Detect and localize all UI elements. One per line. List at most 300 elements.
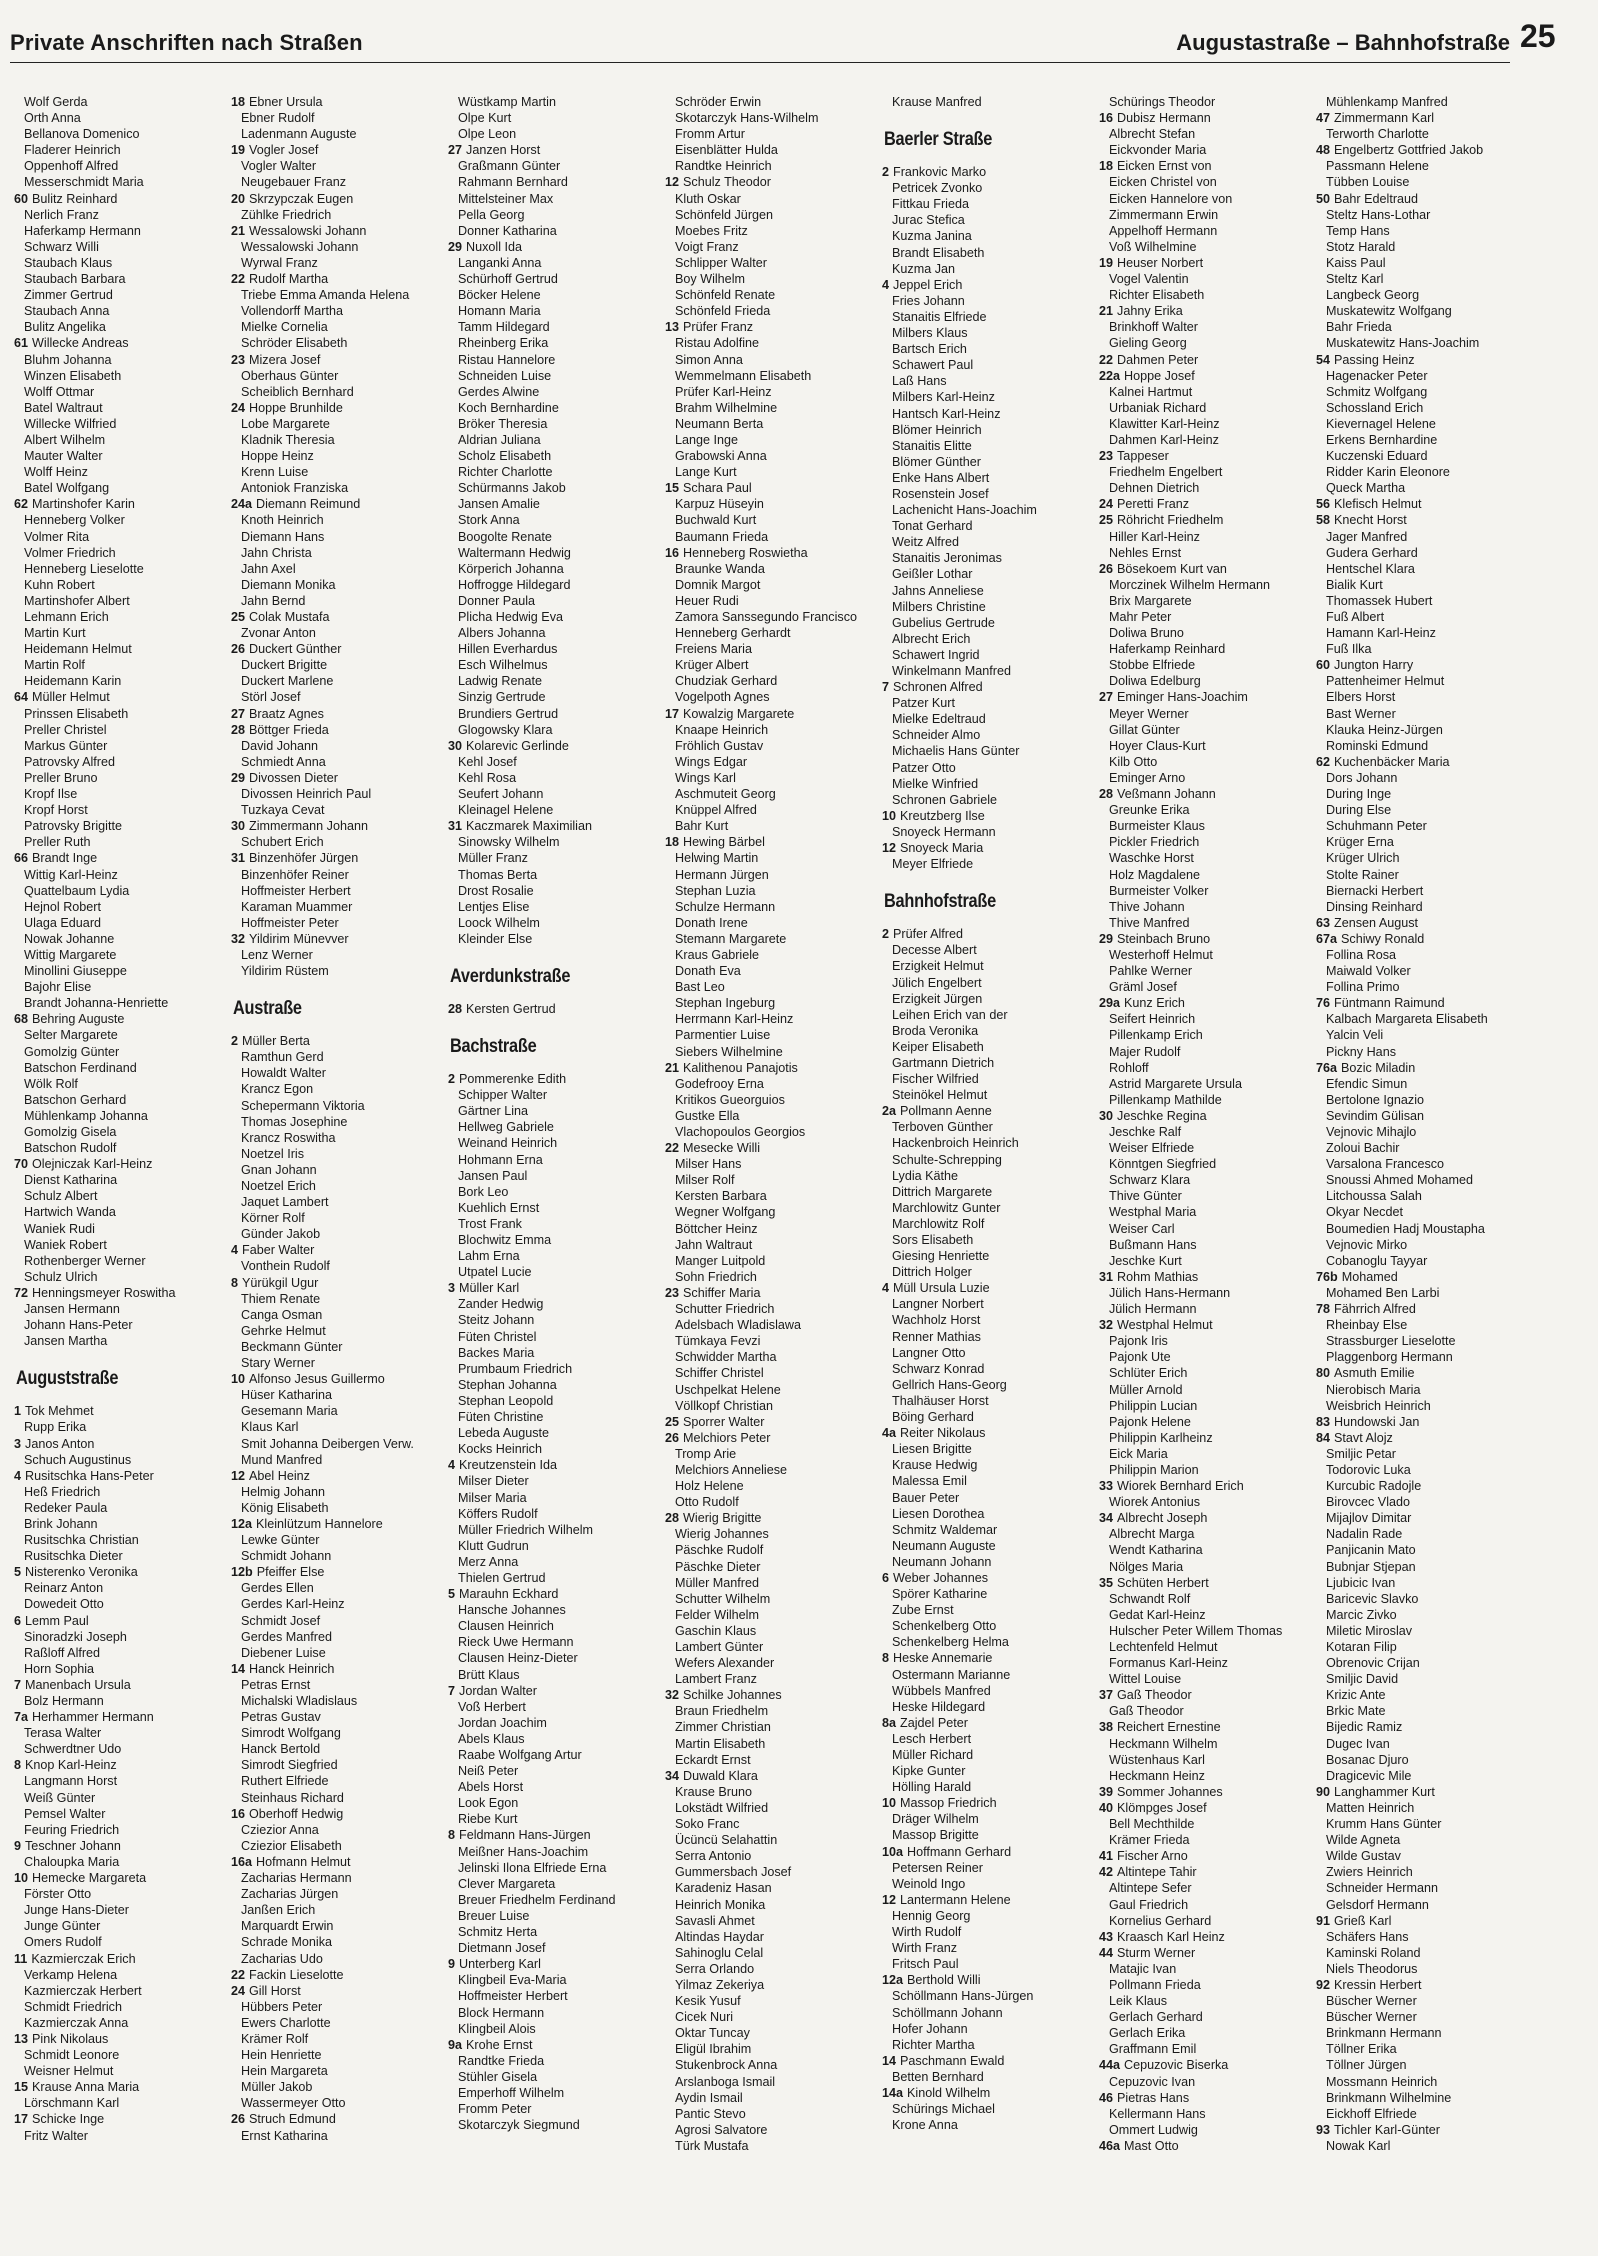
resident-name: Stukenbrock Anna bbox=[675, 2058, 778, 2073]
resident-name: Füten Christine bbox=[458, 1410, 544, 1425]
resident-entry bbox=[448, 673, 666, 689]
resident-name: Schneiden Luise bbox=[458, 368, 552, 383]
resident-name: Schuhmann Peter bbox=[1326, 819, 1427, 834]
resident-name: Doliwa Bruno bbox=[1109, 626, 1184, 641]
resident-entry bbox=[882, 212, 1100, 228]
resident-name: Hanck Bertold bbox=[241, 1742, 321, 1757]
resident-name: Klingbeil Alois bbox=[458, 2021, 536, 2036]
street-heading: Baerler Straße bbox=[884, 129, 993, 151]
resident-name: Westerhoff Helmut bbox=[1109, 947, 1213, 962]
resident-name: Schawert Paul bbox=[892, 358, 974, 373]
resident-name: During Inge bbox=[1326, 787, 1392, 802]
resident-entry bbox=[448, 287, 666, 303]
resident-name: Prüfer Franz bbox=[683, 320, 754, 335]
resident-name: Dubisz Hermann bbox=[1117, 111, 1211, 126]
resident-entry bbox=[1099, 1832, 1317, 1848]
resident-name: Volmer Friedrich bbox=[24, 545, 116, 560]
resident-name: Brandt Elisabeth bbox=[892, 245, 985, 260]
resident-name: Smit Johanna Deibergen Verw. bbox=[241, 1436, 414, 1451]
resident-name: Müller Karl bbox=[459, 1281, 520, 1296]
resident-entry bbox=[448, 1763, 666, 1779]
resident-name: Müll Ursula Luzie bbox=[893, 1281, 990, 1296]
resident-name: Stavt Alojz bbox=[1334, 1430, 1393, 1445]
resident-name: David Johann bbox=[241, 738, 319, 753]
resident-name: Bußmann Hans bbox=[1109, 1237, 1197, 1252]
resident-entry bbox=[665, 1317, 883, 1333]
resident-entry bbox=[1316, 1430, 1534, 1446]
resident-name: Struch Edmund bbox=[249, 2112, 336, 2127]
resident-name: Domnik Margot bbox=[675, 577, 761, 592]
resident-name: Kersten Barbara bbox=[675, 1189, 767, 1204]
resident-name: Langbeck Georg bbox=[1326, 288, 1420, 303]
resident-name: Holz Helene bbox=[675, 1479, 744, 1494]
resident-entry bbox=[665, 287, 883, 303]
resident-entry bbox=[1316, 1945, 1534, 1961]
resident-name: Pella Georg bbox=[458, 207, 525, 222]
resident-entry bbox=[882, 1007, 1100, 1023]
resident-entry bbox=[14, 1741, 232, 1757]
house-number: 27 bbox=[1099, 690, 1114, 705]
resident-entry bbox=[1099, 1897, 1317, 1913]
resident-entry bbox=[231, 1033, 449, 1049]
resident-name: Wegner Wolfgang bbox=[675, 1205, 776, 1220]
resident-name: Marauhn Eckhard bbox=[459, 1587, 559, 1602]
resident-name: Schulz Theodor bbox=[683, 175, 771, 190]
resident-entry bbox=[665, 1269, 883, 1285]
resident-entry bbox=[1316, 1301, 1534, 1317]
resident-entry bbox=[14, 496, 232, 512]
resident-name: Staubach Anna bbox=[24, 304, 110, 319]
resident-name: Utpatel Lucie bbox=[458, 1265, 532, 1280]
house-number: 10 bbox=[14, 1871, 29, 1886]
resident-name: Pemsel Walter bbox=[24, 1806, 106, 1821]
resident-name: Bahr Frieda bbox=[1326, 320, 1392, 335]
resident-entry bbox=[1099, 609, 1317, 625]
resident-entry bbox=[665, 239, 883, 255]
resident-entry bbox=[448, 1844, 666, 1860]
resident-entry bbox=[1099, 1317, 1317, 1333]
resident-entry bbox=[882, 164, 1100, 180]
resident-name: Mossmann Heinrich bbox=[1326, 2074, 1438, 2089]
resident-name: Kornelius Gerhard bbox=[1109, 1913, 1212, 1928]
resident-entry bbox=[231, 1999, 449, 2015]
resident-entry bbox=[882, 2005, 1100, 2021]
resident-entry bbox=[1099, 1655, 1317, 1671]
resident-entry bbox=[231, 368, 449, 384]
resident-entry bbox=[448, 110, 666, 126]
resident-name: Patzer Kurt bbox=[892, 696, 955, 711]
resident-name: Schwarz Willi bbox=[24, 239, 99, 254]
resident-entry bbox=[665, 110, 883, 126]
house-number: 9 bbox=[14, 1838, 22, 1853]
resident-name: Ostermann Marianne bbox=[892, 1667, 1011, 1682]
resident-name: Miletic Miroslav bbox=[1326, 1623, 1413, 1638]
resident-name: Tümkaya Fevzi bbox=[675, 1334, 761, 1349]
resident-name: Aschmuteit Georg bbox=[675, 787, 776, 802]
resident-name: Skotarczyk Hans-Wilhelm bbox=[675, 111, 819, 126]
resident-entry bbox=[14, 1951, 232, 1967]
resident-name: Krenn Luise bbox=[241, 465, 309, 480]
resident-entry bbox=[1099, 834, 1317, 850]
resident-name: Fuß Ilka bbox=[1326, 642, 1372, 657]
resident-entry bbox=[1099, 673, 1317, 689]
resident-entry bbox=[14, 1725, 232, 1741]
resident-name: Teschner Johann bbox=[25, 1838, 121, 1853]
resident-name: Buchwald Kurt bbox=[675, 513, 757, 528]
resident-name: Greunke Erika bbox=[1109, 803, 1190, 818]
resident-entry bbox=[448, 1345, 666, 1361]
resident-name: Erzigkeit Jürgen bbox=[892, 991, 983, 1006]
resident-name: Jülich Engelbert bbox=[892, 975, 982, 990]
resident-entry bbox=[1316, 577, 1534, 593]
resident-entry bbox=[14, 963, 232, 979]
resident-name: Albrecht Erich bbox=[892, 631, 971, 646]
resident-entry bbox=[1099, 1446, 1317, 1462]
resident-entry bbox=[665, 1462, 883, 1478]
resident-entry bbox=[882, 1119, 1100, 1135]
resident-name: Lemm Paul bbox=[25, 1613, 89, 1628]
header-right-title: Augustastraße – Bahnhofstraße bbox=[1176, 30, 1510, 55]
resident-entry bbox=[231, 1629, 449, 1645]
resident-name: Friedhelm Engelbert bbox=[1109, 465, 1223, 480]
resident-name: Oberhaus Günter bbox=[241, 368, 339, 383]
resident-entry bbox=[882, 1473, 1100, 1489]
resident-name: Wirth Rudolf bbox=[892, 1925, 962, 1940]
house-number: 22a bbox=[1099, 368, 1121, 383]
resident-name: Alfonso Jesus Guillermo bbox=[249, 1372, 385, 1387]
resident-entry bbox=[231, 689, 449, 705]
resident-entry bbox=[448, 561, 666, 577]
resident-name: Hüser Katharina bbox=[241, 1388, 333, 1403]
resident-name: Thomas Josephine bbox=[241, 1114, 348, 1129]
resident-entry bbox=[1316, 352, 1534, 368]
resident-name: Lebeda Auguste bbox=[458, 1426, 550, 1441]
resident-name: Bulitz Angelika bbox=[24, 320, 106, 335]
resident-name: Eligül Ibrahim bbox=[675, 2042, 752, 2057]
house-number: 28 bbox=[231, 722, 246, 737]
resident-name: Schenkelberg Helma bbox=[892, 1635, 1009, 1650]
resident-entry bbox=[1099, 593, 1317, 609]
resident-entry bbox=[882, 1184, 1100, 1200]
resident-name: Horn Sophia bbox=[24, 1661, 95, 1676]
resident-name: Ruthert Elfriede bbox=[241, 1774, 329, 1789]
resident-entry bbox=[231, 2031, 449, 2047]
house-number: 8a bbox=[882, 1715, 897, 1730]
house-number: 2a bbox=[882, 1104, 897, 1119]
resident-entry bbox=[231, 1419, 449, 1435]
resident-entry bbox=[1099, 1494, 1317, 1510]
resident-entry bbox=[665, 1575, 883, 1591]
resident-entry bbox=[1099, 963, 1317, 979]
resident-entry bbox=[1316, 1494, 1534, 1510]
resident-name: Verkamp Helena bbox=[24, 1967, 118, 1982]
house-number: 64 bbox=[14, 690, 29, 705]
resident-name: Patrovsky Brigitte bbox=[24, 819, 122, 834]
resident-entry bbox=[448, 1747, 666, 1763]
resident-entry bbox=[665, 995, 883, 1011]
house-number: 14a bbox=[882, 2085, 904, 2100]
resident-name: Bajohr Elise bbox=[24, 980, 92, 995]
resident-name: Graßmann Günter bbox=[458, 159, 561, 174]
resident-entry bbox=[1099, 255, 1317, 271]
resident-name: Zühlke Friedrich bbox=[241, 207, 332, 222]
resident-name: Patzer Otto bbox=[892, 760, 956, 775]
resident-name: Homann Maria bbox=[458, 304, 541, 319]
resident-name: Eicken Hannelore von bbox=[1109, 191, 1233, 206]
resident-name: Ristau Hannelore bbox=[458, 352, 556, 367]
house-number: 17 bbox=[14, 2112, 29, 2127]
resident-name: Spörer Katharine bbox=[892, 1587, 988, 1602]
resident-entry bbox=[231, 1242, 449, 1258]
resident-name: Krüger Ulrich bbox=[1326, 851, 1400, 866]
resident-name: Formanus Karl-Heinz bbox=[1109, 1656, 1228, 1671]
house-number: 37 bbox=[1099, 1688, 1114, 1703]
resident-name: Langner Otto bbox=[892, 1345, 966, 1360]
resident-entry bbox=[882, 991, 1100, 1007]
resident-name: Heuer Rudi bbox=[675, 593, 739, 608]
house-number: 10 bbox=[882, 1796, 897, 1811]
resident-entry bbox=[665, 899, 883, 915]
resident-entry bbox=[882, 1264, 1100, 1280]
resident-name: Yalcin Veli bbox=[1326, 1028, 1384, 1043]
resident-entry bbox=[14, 448, 232, 464]
resident-entry bbox=[231, 706, 449, 722]
resident-name: Stanaitis Jeronimas bbox=[892, 551, 1002, 566]
resident-entry bbox=[448, 1216, 666, 1232]
resident-entry bbox=[14, 1564, 232, 1580]
resident-entry bbox=[882, 1860, 1100, 1876]
resident-name: Randtke Heinrich bbox=[675, 159, 772, 174]
resident-name: Burmeister Klaus bbox=[1109, 819, 1205, 834]
house-number: 12a bbox=[882, 1973, 904, 1988]
resident-name: Strassburger Lieselotte bbox=[1326, 1334, 1456, 1349]
house-number: 31 bbox=[231, 851, 246, 866]
resident-name: Willecke Andreas bbox=[32, 336, 129, 351]
resident-name: Parmentier Luise bbox=[675, 1028, 771, 1043]
resident-entry bbox=[231, 464, 449, 480]
resident-entry bbox=[1099, 915, 1317, 931]
resident-name: Olpe Leon bbox=[458, 127, 517, 142]
resident-entry bbox=[665, 142, 883, 158]
resident-entry bbox=[882, 824, 1100, 840]
resident-name: Neumann Berta bbox=[675, 416, 764, 431]
resident-entry bbox=[1316, 1027, 1534, 1043]
resident-entry bbox=[665, 1559, 883, 1575]
resident-name: Mauter Walter bbox=[24, 449, 103, 464]
house-number: 31 bbox=[1099, 1269, 1114, 1284]
resident-entry bbox=[1316, 496, 1534, 512]
resident-name: Nadalin Rade bbox=[1326, 1527, 1403, 1542]
house-number: 25 bbox=[1099, 513, 1114, 528]
resident-entry bbox=[882, 1602, 1100, 1618]
resident-entry bbox=[1099, 1188, 1317, 1204]
resident-entry bbox=[1099, 110, 1317, 126]
resident-name: Schronen Alfred bbox=[893, 680, 983, 695]
resident-name: Nisterenko Veronika bbox=[25, 1565, 138, 1580]
resident-entry bbox=[1099, 1607, 1317, 1623]
resident-name: Störl Josef bbox=[241, 690, 301, 705]
resident-entry bbox=[882, 1827, 1100, 1843]
resident-name: Stanaitis Elitte bbox=[892, 438, 972, 453]
resident-name: Oberhoff Hedwig bbox=[249, 1806, 344, 1821]
resident-entry bbox=[14, 1044, 232, 1060]
house-number: 30 bbox=[448, 738, 463, 753]
resident-name: Prüfer Alfred bbox=[893, 927, 964, 942]
resident-name: Frankovic Marko bbox=[893, 165, 987, 180]
resident-entry bbox=[448, 834, 666, 850]
resident-entry bbox=[1099, 818, 1317, 834]
resident-name: Hein Margareta bbox=[241, 2064, 328, 2079]
resident-entry bbox=[1099, 1349, 1317, 1365]
resident-name: Wilde Gustav bbox=[1326, 1849, 1401, 1864]
resident-entry bbox=[448, 1940, 666, 1956]
resident-name: Fladerer Heinrich bbox=[24, 143, 121, 158]
resident-name: Bialik Kurt bbox=[1326, 577, 1383, 592]
resident-entry bbox=[1316, 1542, 1534, 1558]
resident-name: Ebner Ursula bbox=[249, 95, 323, 109]
resident-entry bbox=[1099, 867, 1317, 883]
resident-name: Klingbeil Eva-Maria bbox=[458, 1973, 567, 1988]
resident-name: Meyer Elfriede bbox=[892, 857, 974, 872]
resident-entry bbox=[882, 1538, 1100, 1554]
resident-entry bbox=[448, 1715, 666, 1731]
resident-name: Zajdel Peter bbox=[900, 1715, 968, 1730]
resident-entry bbox=[231, 319, 449, 335]
resident-name: Yilmaz Zekeriya bbox=[675, 1977, 765, 1992]
resident-entry bbox=[14, 432, 232, 448]
resident-entry bbox=[14, 1436, 232, 1452]
resident-entry bbox=[882, 1071, 1100, 1087]
resident-name: Bösekoem Kurt van bbox=[1117, 561, 1227, 576]
resident-name: Langner Norbert bbox=[892, 1297, 984, 1312]
resident-name: Kurcubic Radojle bbox=[1326, 1479, 1422, 1494]
resident-entry bbox=[1099, 1430, 1317, 1446]
resident-name: Pickler Friedrich bbox=[1109, 835, 1200, 850]
resident-name: Thive Manfred bbox=[1109, 915, 1190, 930]
resident-entry bbox=[1316, 625, 1534, 641]
resident-entry bbox=[665, 512, 883, 528]
resident-name: Morczinek Wilhelm Hermann bbox=[1109, 577, 1270, 592]
resident-entry bbox=[665, 1011, 883, 1027]
resident-entry bbox=[14, 899, 232, 915]
resident-entry bbox=[14, 1468, 232, 1484]
resident-entry bbox=[665, 352, 883, 368]
resident-entry bbox=[1316, 722, 1534, 738]
resident-entry bbox=[448, 1570, 666, 1586]
resident-entry bbox=[448, 2021, 666, 2037]
house-number: 31 bbox=[448, 819, 463, 834]
resident-name: Wings Edgar bbox=[675, 754, 748, 769]
resident-name: Gaß Theodor bbox=[1117, 1688, 1192, 1703]
house-number: 83 bbox=[1316, 1414, 1331, 1429]
resident-name: Pajonk Iris bbox=[1109, 1334, 1168, 1349]
house-number: 28 bbox=[665, 1511, 680, 1526]
resident-name: Pfeiffer Else bbox=[256, 1565, 325, 1580]
resident-entry bbox=[231, 255, 449, 271]
resident-name: Markus Günter bbox=[24, 738, 108, 753]
house-number: 16a bbox=[231, 1854, 253, 1869]
resident-name: Lesch Herbert bbox=[892, 1731, 972, 1746]
resident-name: Brinkmann Wilhelmine bbox=[1326, 2090, 1452, 2105]
resident-entry bbox=[448, 496, 666, 512]
resident-name: Mast Otto bbox=[1124, 2138, 1179, 2153]
resident-entry bbox=[1099, 979, 1317, 995]
resident-entry bbox=[14, 1773, 232, 1789]
resident-entry bbox=[665, 2122, 883, 2138]
resident-name: Bork Leo bbox=[458, 1184, 509, 1199]
resident-name: Vogelpoth Agnes bbox=[675, 690, 770, 705]
resident-entry bbox=[665, 255, 883, 271]
resident-name: Wiorek Bernhard Erich bbox=[1117, 1479, 1244, 1494]
resident-entry bbox=[665, 1108, 883, 1124]
resident-name: Schwandt Rolf bbox=[1109, 1591, 1191, 1606]
resident-entry bbox=[665, 1221, 883, 1237]
resident-entry bbox=[882, 1216, 1100, 1232]
resident-name: Nölges Maria bbox=[1109, 1559, 1184, 1574]
resident-name: Kluth Oskar bbox=[675, 191, 741, 206]
house-number: 46 bbox=[1099, 2090, 1114, 2105]
resident-name: Gerdes Karl-Heinz bbox=[241, 1597, 345, 1612]
resident-name: Olpe Kurt bbox=[458, 111, 512, 126]
resident-entry bbox=[14, 191, 232, 207]
resident-name: Thive Johann bbox=[1109, 899, 1185, 914]
resident-entry bbox=[1099, 1768, 1317, 1784]
resident-entry bbox=[882, 1329, 1100, 1345]
resident-entry bbox=[1316, 834, 1534, 850]
resident-name: Janßen Erich bbox=[241, 1903, 316, 1918]
resident-name: Nehles Ernst bbox=[1109, 545, 1182, 560]
resident-entry bbox=[1099, 641, 1317, 657]
resident-name: Malessa Emil bbox=[892, 1474, 967, 1489]
resident-entry bbox=[665, 1060, 883, 1076]
resident-entry bbox=[231, 303, 449, 319]
resident-name: Divossen Heinrich Paul bbox=[241, 787, 372, 802]
resident-name: Wübbels Manfred bbox=[892, 1683, 991, 1698]
resident-entry bbox=[1316, 609, 1534, 625]
resident-name: Jahny Erika bbox=[1117, 304, 1183, 319]
resident-name: Krämer Rolf bbox=[241, 2031, 309, 2046]
resident-entry bbox=[1316, 1800, 1534, 1816]
resident-entry bbox=[1316, 818, 1534, 834]
resident-entry bbox=[1099, 1639, 1317, 1655]
resident-name: Elbers Horst bbox=[1326, 690, 1396, 705]
resident-name: Hellweg Gabriele bbox=[458, 1120, 554, 1135]
resident-name: Kowalzig Margarete bbox=[683, 706, 795, 721]
resident-entry bbox=[1099, 1510, 1317, 1526]
resident-entry bbox=[448, 1071, 666, 1087]
house-number: 24 bbox=[1099, 497, 1114, 512]
resident-entry bbox=[14, 1757, 232, 1773]
resident-name: Voigt Franz bbox=[675, 239, 739, 254]
resident-entry bbox=[231, 1258, 449, 1274]
resident-entry bbox=[882, 486, 1100, 502]
resident-entry bbox=[231, 1886, 449, 1902]
resident-name: Liesen Dorothea bbox=[892, 1506, 985, 1521]
resident-entry bbox=[14, 142, 232, 158]
resident-entry bbox=[14, 529, 232, 545]
resident-entry bbox=[882, 341, 1100, 357]
resident-entry bbox=[882, 2101, 1100, 2117]
resident-name: Waniek Robert bbox=[24, 1237, 107, 1252]
resident-entry bbox=[665, 94, 883, 110]
resident-name: Krone Anna bbox=[892, 2118, 958, 2133]
resident-name: Fackin Lieselotte bbox=[249, 1967, 344, 1982]
resident-entry bbox=[231, 223, 449, 239]
resident-name: Brundiers Gertrud bbox=[458, 706, 559, 721]
resident-entry bbox=[1099, 899, 1317, 915]
resident-entry bbox=[14, 1301, 232, 1317]
resident-entry bbox=[448, 706, 666, 722]
